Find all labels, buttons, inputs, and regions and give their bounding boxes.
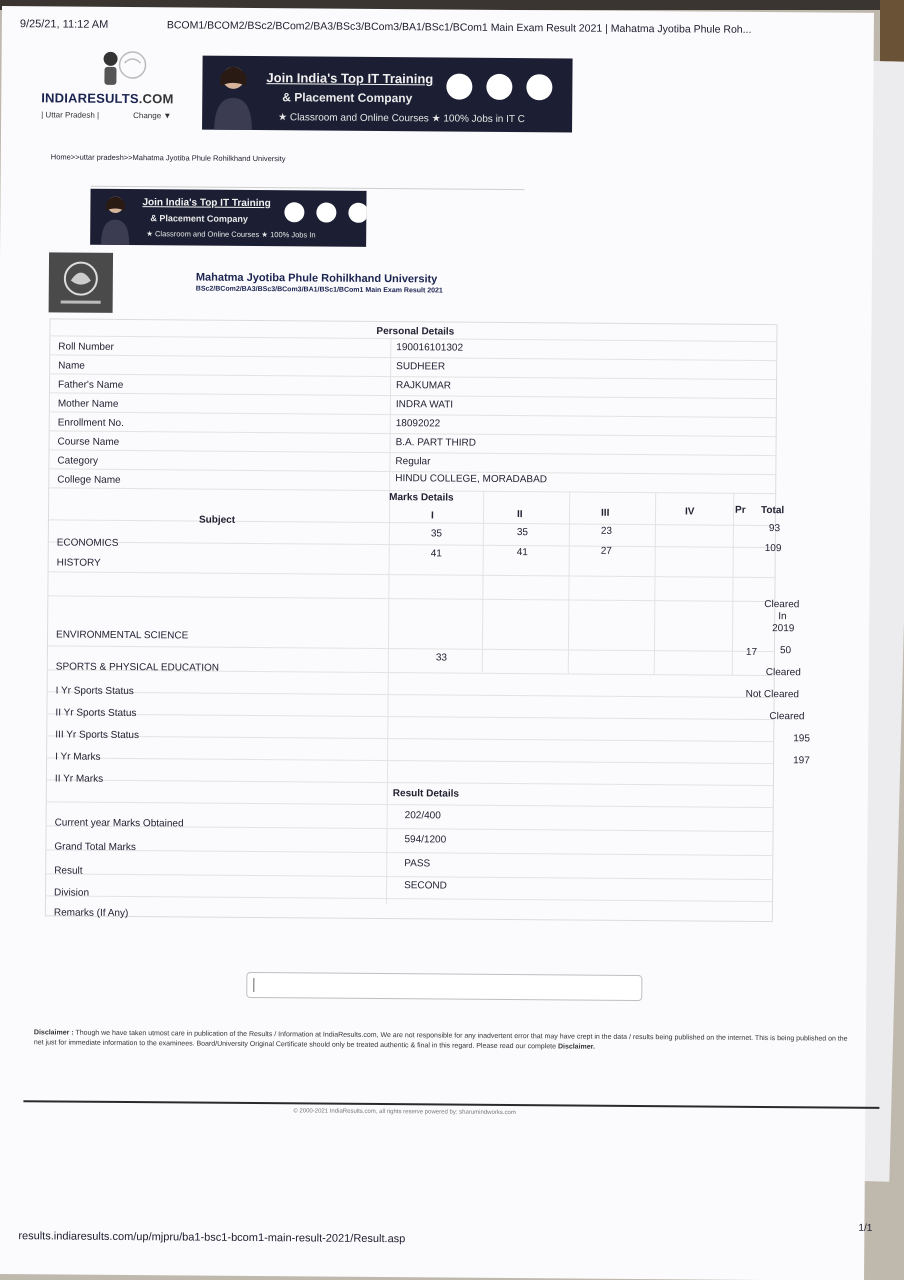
grand-total-label: Grand Total Marks [54,841,136,854]
result-details-heading: Result Details [392,788,460,800]
ii-yr-marks-label: II Yr Marks [54,773,104,785]
banner-person-image [212,62,255,132]
row-divider [50,411,776,418]
column-header-i: I [430,510,434,522]
env-status-line3: 2019 [772,623,795,635]
row-divider [48,691,774,698]
row-divider [47,735,773,742]
economics-paper-i: 35 [430,528,443,540]
row-divider [49,571,775,578]
breadcrumb-separator: >> [123,152,133,163]
row-divider [46,849,772,856]
economics-total: 93 [768,523,781,535]
mother-name-label: Mother Name [57,398,119,410]
roll-number-label: Roll Number [58,341,114,353]
ii-yr-sports-status-value: Not Cleared [745,688,800,701]
subject-header: Subject [198,514,236,526]
iii-yr-sports-status-value: Cleared [769,711,805,723]
fathers-name-value: RAJKUMAR [395,380,452,392]
ii-yr-marks-value: 197 [793,755,810,767]
printed-page [0,6,874,1280]
logo-wordmark [41,90,173,106]
footer-rule [23,1100,879,1109]
logo-wordmark-suffix: .COM [138,91,174,107]
row-divider [48,595,774,602]
row-divider [47,801,773,808]
iii-yr-sports-status-label: III Yr Sports Status [55,729,140,742]
subject-economics: ECONOMICS [56,537,119,549]
sports-total: 50 [779,645,792,657]
text-cursor [253,978,254,992]
breadcrumb-home[interactable]: Home [50,152,71,162]
row-divider [49,519,775,526]
row-divider [49,541,775,548]
logo-figures-icon [96,49,146,89]
division-value: SECOND [404,880,447,892]
university-emblem [49,252,113,313]
disclaimer-text: Though we have taken utmost care in publication of the Results / Information at IndiaResults.com, We are not responsible for any inadvertent error that may have crept in the data / results being published on the internet. This is being published on the net just for immediate information to the examinees. Board/University Original Certificate should only be treated authentic & final in this regard. Please read our complete [33,1029,848,1051]
copyright: © 2000-2021 IndiaResults.com, all rights reserve powered by: sharumindworks.com [293,1108,516,1117]
history-paper-ii: 41 [516,547,528,559]
column-header-iii: III [600,507,610,519]
exam-name: BSc2/BCom2/BA3/BSc3/BCom3/BA1/BSc1/BCom1 Main Exam Result 2021 [195,285,443,295]
course-name-label: Course Name [57,436,120,448]
mother-name-value: INDRA WATI [395,399,454,411]
roll-number-value: 190016101302 [396,342,464,354]
history-paper-iii: 27 [600,545,612,557]
fathers-name-label: Father's Name [57,379,124,391]
subject-environmental-science: ENVIRONMENTAL SCIENCE [56,629,189,642]
banner-tagline: ★ Classroom and Online Courses ★ 100% Jobs in IT C [278,112,525,126]
banner-tagline: ★ Classroom and Online Courses ★ 100% Jobs In [146,229,316,240]
i-yr-sports-status-value: Cleared [765,667,801,679]
row-divider [48,645,774,652]
result-value: PASS [404,858,431,870]
enrollment-label: Enrollment No. [57,417,124,429]
env-status-line1: Cleared [764,599,800,611]
training-banner-ad[interactable] [202,56,573,133]
row-divider [50,354,776,361]
i-yr-sports-status-label: I Yr Sports Status [55,685,134,698]
disclaimer-label: Disclaimer : [33,1029,74,1037]
ii-yr-sports-status-label: II Yr Sports Status [55,707,137,720]
row-divider [47,757,773,764]
print-datetime: 9/25/21, 11:12 AM [19,18,109,31]
current-year-marks-label: Current year Marks Obtained [54,817,184,830]
column-divider [568,491,570,673]
division-label: Division [53,887,90,899]
economics-paper-iii: 23 [600,525,613,537]
category-value: Regular [395,456,431,468]
training-banner-ad-small[interactable] [90,189,366,247]
result-label: Result [54,865,83,877]
university-name: Mahatma Jyotiba Phule Rohilkhand University [195,271,438,286]
subject-sports: SPORTS & PHYSICAL EDUCATION [55,661,220,674]
banner-person-image [98,193,132,245]
column-header-pr: Pr [735,504,746,516]
java-icon [446,73,472,99]
row-divider [46,873,772,880]
column-header-ii: II [516,509,523,521]
column-divider [732,493,734,675]
remarks-label: Remarks (If Any) [53,907,129,920]
change-state-link[interactable]: Change ▼ [133,111,172,121]
state-label: | Uttar Pradesh | [41,110,100,120]
disclaimer-link[interactable]: Disclaimer. [557,1043,595,1051]
course-name-value: B.A. PART THIRD [395,437,477,449]
history-paper-i: 41 [430,548,442,560]
column-divider [386,338,391,904]
java-icon [284,202,304,222]
net-icon [316,202,336,222]
row-divider [50,430,776,437]
banner-subheadline: & Placement Company [150,213,248,224]
column-header-total: Total [761,504,785,517]
print-page-number: 1/1 [858,1222,873,1234]
row-divider [50,392,776,399]
row-divider [50,373,776,380]
row-divider [47,713,773,720]
enrollment-value: 18092022 [395,418,441,430]
indiaresults-logo[interactable] [41,46,192,127]
category-label: Category [57,455,99,467]
logo-wordmark-main: INDIARESULTS [41,90,139,107]
column-divider [654,492,656,674]
net-icon [486,74,512,100]
name-label: Name [58,360,85,372]
env-status-line2: In [778,611,787,623]
empty-input-box[interactable] [246,972,642,1001]
column-header-iv: IV [685,506,695,518]
college-name-label: College Name [57,474,121,486]
row-divider [46,895,772,902]
disclaimer [34,1028,852,1054]
subject-history: HISTORY [56,557,101,569]
result-table [45,318,810,922]
economics-paper-ii: 35 [516,527,529,539]
university-seal-icon [49,252,113,313]
college-name-value: HINDU COLLEGE, MORADABAD [395,473,548,486]
name-value: SUDHEER [396,361,446,373]
sports-paper-i: 33 [435,652,448,664]
breadcrumb-state[interactable]: uttar pradesh [79,152,124,162]
marks-details-heading: Marks Details [389,492,454,504]
breadcrumb [51,152,286,163]
python-icon [348,203,366,223]
sports-practical: 17 [745,646,758,658]
row-divider [47,779,773,786]
personal-details-heading: Personal Details [376,325,455,338]
print-page-title: BCOM1/BCOM2/BSc2/BCom2/BA3/BSc3/BCom3/BA1/BSc1/BCom1 Main Exam Result 2021 | Mahatma Jyotiba Phule Roh... [166,19,752,36]
grand-total-value: 594/1200 [404,834,447,846]
banner-headline: Join India's Top IT Training [266,70,434,87]
i-yr-marks-label: I Yr Marks [55,751,101,763]
breadcrumb-university[interactable]: Mahatma Jyotiba Phule Rohilkhand University [132,153,286,164]
python-icon [526,74,552,100]
print-url: results.indiaresults.com/up/mjpru/ba1-bsc1-bcom1-main-result-2021/Result.asp [18,1230,406,1246]
column-divider [482,491,484,673]
i-yr-marks-value: 195 [793,733,810,745]
banner-subheadline: & Placement Company [282,90,413,106]
current-year-marks-value: 202/400 [404,810,441,822]
breadcrumb-separator: >> [70,152,80,162]
row-divider [50,449,776,456]
banner-headline: Join India's Top IT Training [142,197,271,210]
history-total: 109 [764,543,782,555]
